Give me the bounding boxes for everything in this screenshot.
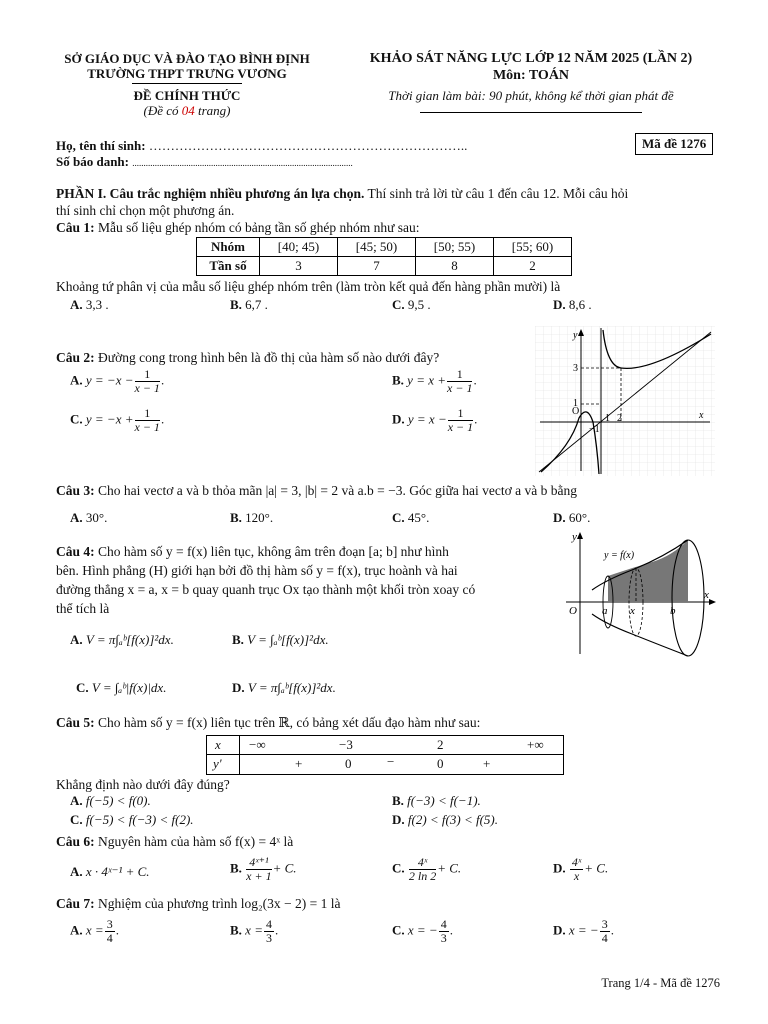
q5-x-label: x bbox=[215, 737, 221, 752]
q4-graph bbox=[562, 528, 718, 658]
q4-graph-a: a bbox=[602, 605, 608, 617]
page-count-note: (Đề có 04 trang) bbox=[143, 103, 231, 118]
q5-option-a[interactable]: A. f(−5) < f(0). bbox=[70, 793, 151, 808]
q5-sign-2: − bbox=[387, 754, 395, 769]
q4-option-a[interactable]: A. V = π∫ₐᵇ[f(x)]²dx. bbox=[70, 632, 174, 647]
q4-stem-line2: bên. Hình phẳng (H) giới hạn bởi đồ thị hàm số y = f(x), trục hoành và hai bbox=[56, 563, 458, 578]
q1-freq-3: 8 bbox=[416, 257, 494, 276]
official-label: ĐỀ CHÍNH THỨC bbox=[133, 88, 241, 103]
q6-stem: Câu 6: Nguyên hàm của hàm số f(x) = 4ˣ là bbox=[56, 834, 294, 849]
q1-freq-4: 2 bbox=[494, 257, 572, 276]
q5-x-pos-inf: +∞ bbox=[527, 737, 544, 752]
q4-option-c[interactable]: C. V = ∫ₐᵇ|f(x)|dx. bbox=[76, 680, 167, 695]
q5-y-label: y' bbox=[213, 756, 222, 771]
exam-code-box: Mã đề 1276 bbox=[635, 133, 713, 155]
time-note: Thời gian làm bài: 90 phút, không kể thời gian phát đề bbox=[388, 88, 674, 103]
q5-sign-3: + bbox=[483, 756, 491, 771]
q4-option-b[interactable]: B. V = ∫ₐᵇ[f(x)]²dx. bbox=[232, 632, 329, 647]
q4-stem-line1: Câu 4: Cho hàm số y = f(x) liên tục, không âm trên đoạn [a; b] như hình bbox=[56, 544, 449, 559]
q1-freq-2: 7 bbox=[338, 257, 416, 276]
q7-stem: Câu 7: Nghiệm của phương trình log₂(3x − 2) = 1 là bbox=[56, 896, 341, 911]
header-rule bbox=[132, 83, 242, 84]
q4-stem-line3: đường thẳng x = a, x = b quay quanh trục Ox tạo thành một khối tròn xoay có bbox=[56, 582, 476, 597]
q5-x-neg-inf: −∞ bbox=[249, 737, 266, 752]
q2-graph-tick-minus1: −1 bbox=[589, 424, 600, 435]
title-rule bbox=[420, 112, 642, 113]
q4-graph-xv: x bbox=[630, 605, 635, 617]
q7-option-c[interactable]: C. x = − $\frac{4}{3}$ . bbox=[392, 917, 453, 946]
school-name: TRƯỜNG THPT TRƯNG VƯƠNG bbox=[87, 66, 287, 81]
dept-name: SỞ GIÁO DỤC VÀ ĐÀO TẠO BÌNH ĐỊNH bbox=[64, 51, 310, 66]
q4-option-d[interactable]: D. V = π∫ₐᵇ[f(x)]²dx. bbox=[232, 680, 336, 695]
q3-stem: Câu 3: Cho hai vectơ a và b thỏa mãn |a| = 3, |b| = 2 và a.b = −3. Góc giữa hai vectơ a và b bằng bbox=[56, 483, 577, 498]
q2-graph-y-label: y bbox=[573, 330, 578, 341]
q2-graph-tick-1: 1 bbox=[573, 398, 578, 409]
q5-sign-table bbox=[206, 735, 564, 775]
q6-option-a[interactable]: A. x · 4ˣ⁻¹ + C. bbox=[70, 864, 150, 879]
q1-frequency-table bbox=[196, 237, 572, 276]
q4-graph-b: b bbox=[670, 605, 676, 617]
q2-graph-x-label: x bbox=[699, 410, 704, 421]
q1-stem: Câu 1: Mẫu số liệu ghép nhóm có bảng tần số ghép nhóm như sau: bbox=[56, 220, 420, 235]
q4-graph-fx: y = f(x) bbox=[604, 550, 635, 561]
part1-instruction: thí sinh chỉ chọn một phương án. bbox=[56, 203, 235, 218]
q5-zero-2: 0 bbox=[437, 756, 444, 771]
q5-x-minus3: −3 bbox=[339, 737, 353, 752]
q2-option-b[interactable]: B. y = x + $\frac{1}{x - 1}$ . bbox=[392, 367, 477, 396]
q5-stem: Câu 5: Cho hàm số y = f(x) liên tục trên ℝ, có bảng xét dấu đạo hàm như sau: bbox=[56, 715, 481, 730]
exam-title: KHẢO SÁT NĂNG LỰC LỚP 12 NĂM 2025 (LẦN 2) bbox=[369, 51, 693, 66]
q2-graph-xtick-2: 2 bbox=[617, 413, 622, 424]
q7-option-d[interactable]: D. x = − $\frac{3}{4}$ . bbox=[553, 917, 614, 946]
q1-option-a[interactable]: A. 3,3 . bbox=[70, 297, 109, 312]
q1-freq-1: 3 bbox=[260, 257, 338, 276]
q2-stem: Câu 2: Đường cong trong hình bên là đồ thị của hàm số nào dưới đây? bbox=[56, 350, 440, 365]
q2-option-a[interactable]: A. y = −x − $\frac{1}{x - 1}$ . bbox=[70, 367, 165, 396]
q3-option-b[interactable]: B. 120°. bbox=[230, 510, 274, 525]
q1-option-b[interactable]: B. 6,7 . bbox=[230, 297, 268, 312]
q1-group-4: [55; 60) bbox=[494, 238, 572, 257]
q5-zero-1: 0 bbox=[345, 756, 352, 771]
q2-graph-origin: O bbox=[572, 406, 580, 417]
q3-option-a[interactable]: A. 30°. bbox=[70, 510, 108, 525]
q1-option-d[interactable]: D. 8,6 . bbox=[553, 297, 592, 312]
q6-option-d[interactable]: D. $\frac{\text{4ˣ}}{x}$ + C. bbox=[553, 855, 609, 884]
q1-header-group: Nhóm bbox=[197, 238, 260, 257]
q3-option-d[interactable]: D. 60°. bbox=[553, 510, 591, 525]
candidate-name-line: Họ, tên thí sinh: ……………………………………………………………….. bbox=[56, 138, 468, 153]
q2-graph-tick-3: 3 bbox=[573, 363, 578, 374]
q4-graph-y-label: y bbox=[572, 531, 577, 543]
q6-option-c[interactable]: C. $\frac{\text{4ˣ}}{2 \ln 2}$ + C. bbox=[392, 855, 462, 884]
q7-option-b[interactable]: B. x = $\frac{4}{3}$ . bbox=[230, 917, 279, 946]
q5-option-b[interactable]: B. f(−3) < f(−1). bbox=[392, 793, 481, 808]
q1-group-2: [45; 50) bbox=[338, 238, 416, 257]
q4-graph-origin: O bbox=[569, 605, 577, 617]
q6-option-b[interactable]: B. $\frac{\text{4ˣ⁺¹}}{x + 1}$ + C. bbox=[230, 855, 297, 884]
q5-option-d[interactable]: D. f(2) < f(3) < f(5). bbox=[392, 812, 498, 827]
q1-option-c[interactable]: C. 9,5 . bbox=[392, 297, 431, 312]
q2-graph-xtick-1: 1 bbox=[605, 413, 610, 424]
q2-option-c[interactable]: C. y = −x + $\frac{1}{x - 1}$ . bbox=[70, 406, 165, 435]
q5-x-2: 2 bbox=[437, 737, 444, 752]
q5-question: Khẳng định nào dưới đây đúng? bbox=[56, 777, 230, 792]
page-footer: Trang 1/4 - Mã đề 1276 bbox=[601, 976, 720, 990]
q2-graph bbox=[535, 326, 715, 476]
q1-group-1: [40; 45) bbox=[260, 238, 338, 257]
q3-option-c[interactable]: C. 45°. bbox=[392, 510, 430, 525]
q1-header-freq: Tần số bbox=[197, 257, 260, 276]
subject: Môn: TOÁN bbox=[492, 68, 570, 83]
q2-option-d[interactable]: D. y = x − $\frac{1}{x - 1}$ . bbox=[392, 406, 478, 435]
q1-group-3: [50; 55) bbox=[416, 238, 494, 257]
candidate-id-line: Số báo danh: .................................................................................................. bbox=[56, 154, 353, 169]
q7-option-a[interactable]: A. x = $\frac{3}{4}$ . bbox=[70, 917, 119, 946]
q4-graph-x-label: x bbox=[704, 589, 709, 601]
part1-heading: PHẦN I. Câu trắc nghiệm nhiều phương án lựa chọn. Thí sinh trả lời từ câu 1 đến câu 12. Mỗi câu hỏi bbox=[56, 186, 629, 201]
q5-option-c[interactable]: C. f(−5) < f(−3) < f(2). bbox=[70, 812, 194, 827]
q5-sign-1: + bbox=[295, 756, 303, 771]
q4-stem-line4: thể tích là bbox=[56, 601, 110, 616]
q1-question: Khoảng tứ phân vị của mẫu số liệu ghép nhóm trên (làm tròn kết quả đến hàng phần mười) là bbox=[56, 279, 561, 294]
